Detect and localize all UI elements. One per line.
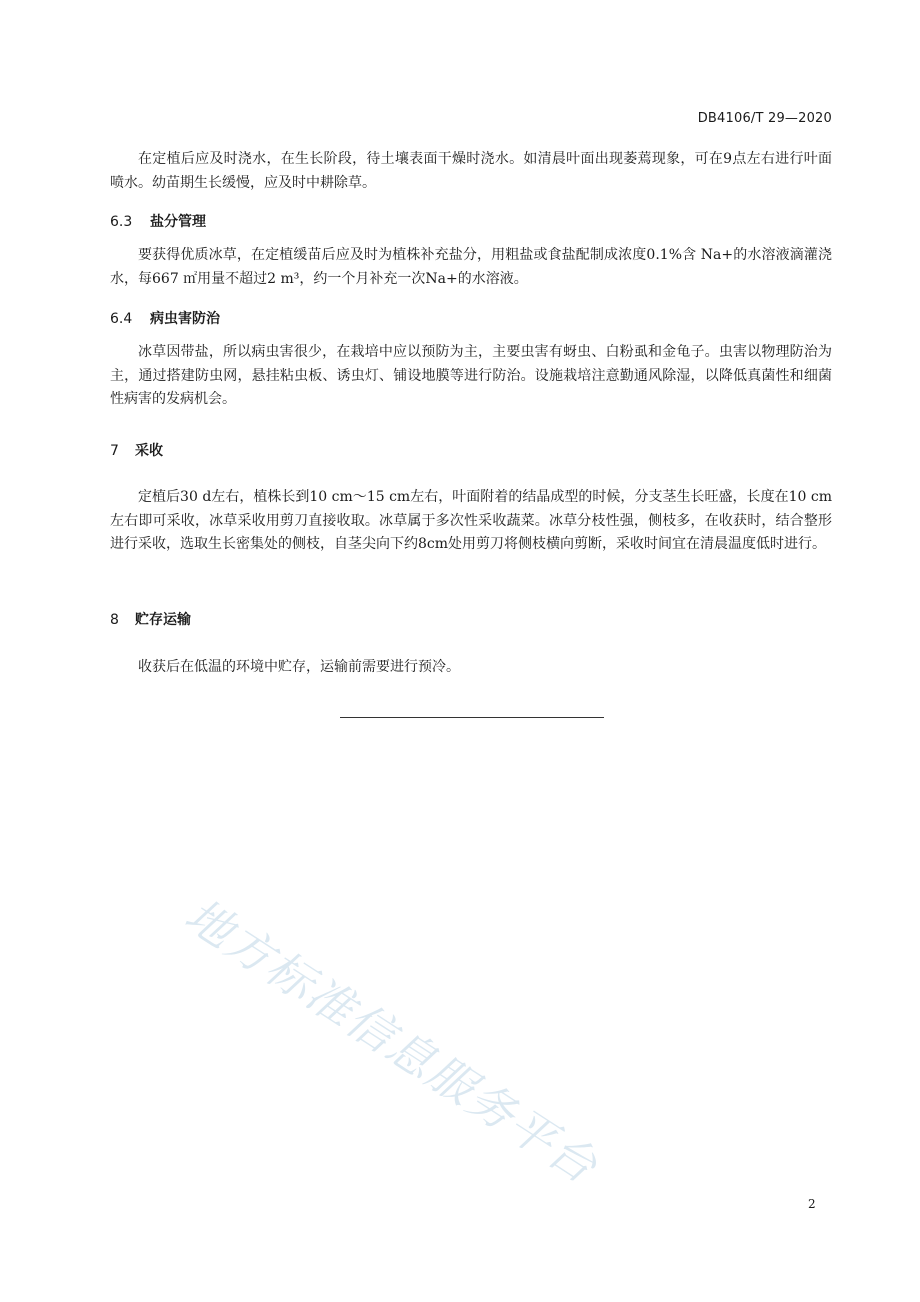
section-number: 6.3	[110, 214, 133, 230]
section-number: 6.4	[110, 311, 133, 327]
end-of-document-rule	[340, 717, 604, 718]
page-number: 2	[808, 1197, 816, 1211]
section-heading-6-3	[110, 211, 206, 231]
watermark: 地方标准信息服务平台	[175, 887, 608, 1195]
document-code: DB4106/T 29—2020	[697, 111, 832, 126]
section-heading-8	[110, 609, 191, 629]
section-title: 盐分管理	[150, 214, 206, 230]
paragraph-salt-management: 要获得优质冰草，在定植缓苗后应及时为植株补充盐分，用粗盐或食盐配制成浓度0.1%含 Na+的水溶液滴灌浇水，每667 ㎡用量不超过2 m³，约一个月补充一次Na+的水溶液。	[110, 247, 832, 287]
paragraph-storage: 收获后在低温的环境中贮存，运输前需要进行预冷。	[138, 659, 460, 675]
paragraph-harvest: 定植后30 d左右，植株长到10 cm～15 cm左右，叶面附着的结晶成型的时候，分支茎生长旺盛，长度在10 cm左右即可采收，冰草采收用剪刀直接收取。冰草属于多次性采收蔬菜。冰草分枝性强，侧枝多，在收获时，结合整形进行采收，选取生长密集处的侧枝，自茎尖向下约8cm处用剪刀将侧枝横向剪断，采收时间宜在清晨温度低时进行。	[110, 489, 832, 552]
section-heading-6-4	[110, 308, 220, 328]
section-number: 7	[110, 443, 119, 459]
section-title: 病虫害防治	[150, 311, 220, 327]
section-title: 采收	[135, 443, 163, 459]
paragraph-pest-control: 冰草因带盐，所以病虫害很少，在栽培中应以预防为主，主要虫害有蚜虫、白粉虱和金龟子。虫害以物理防治为主，通过搭建防虫网，悬挂粘虫板、诱虫灯、铺设地膜等进行防治。设施栽培注意勤通风除湿，以降低真菌性和细菌性病害的发病机会。	[110, 344, 832, 407]
section-heading-7	[110, 440, 163, 460]
paragraph-watering: 在定植后应及时浇水，在生长阶段，待土壤表面干燥时浇水。如清晨叶面出现萎蔫现象，可在9点左右进行叶面喷水。幼苗期生长缓慢，应及时中耕除草。	[110, 151, 832, 191]
section-number: 8	[110, 612, 119, 628]
section-title: 贮存运输	[135, 612, 191, 628]
